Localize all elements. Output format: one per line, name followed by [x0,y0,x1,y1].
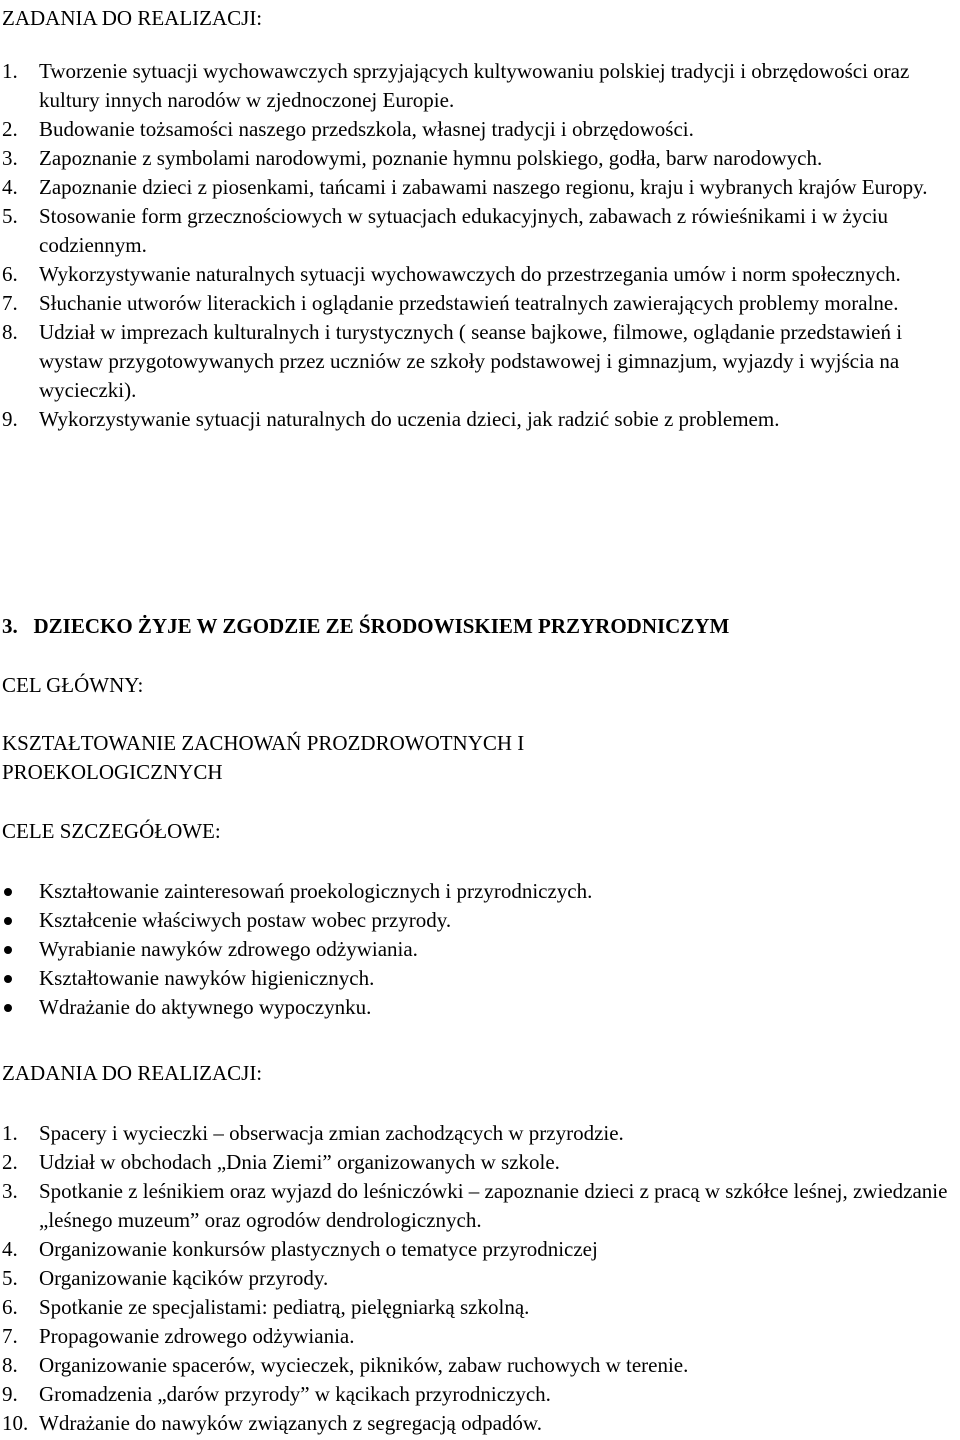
tasks-heading-top: ZADANIA DO REALIZACJI: [2,6,263,30]
list-item-number: 3. [2,1179,18,1203]
bullet-item: Wyrabianie nawyków zdrowego odżywiania. [2,935,952,964]
list-item-number: 7. [2,1324,18,1348]
list-item-number: 4. [2,175,18,199]
list-item [2,289,957,318]
tasks-heading-section-3: ZADANIA DO REALIZACJI: [2,1061,263,1085]
list-item-text: Słuchanie utworów literackich i oglądanie przedstawień teatralnych zawierających problemy moralne. [39,291,899,315]
list-item [2,1380,957,1409]
detailed-goals-list [2,877,952,1022]
list-item-number: 6. [2,262,18,286]
list-item-number: 4. [2,1237,18,1261]
list-item [2,1409,957,1438]
list-item [2,1148,957,1177]
list-item [2,1322,957,1351]
section-3-title [2,612,729,641]
list-item-number: 9. [2,407,18,431]
bullet-item: Wdrażanie do aktywnego wypoczynku. [2,993,952,1022]
list-item [2,57,957,115]
list-item-number: 9. [2,1382,18,1406]
list-item-text: Spacery i wycieczki – obserwacja zmian zachodzących w przyrodzie. [39,1121,624,1145]
list-item-text: Zapoznanie dzieci z piosenkami, tańcami i zabawami naszego regionu, kraju i wybranych krajów Europy. [39,175,928,199]
list-item-number: 5. [2,1266,18,1290]
list-item-number: 8. [2,1353,18,1377]
list-item-text: Udział w imprezach kulturalnych i turystycznych ( seanse bajkowe, filmowe, oglądanie przedstawień i wystaw przygotowywanych przez uczniów ze szkoły podstawowej i gimnazjum, wyjazdy i wyjścia na wycieczki). [39,320,903,402]
bullet-item: Kształcenie właściwych postaw wobec przyrody. [2,906,952,935]
list-item-text: Budowanie tożsamości naszego przedszkola, własnej tradycji i obrzędowości. [39,117,694,141]
list-item-text: Wykorzystywanie naturalnych sytuacji wychowawczych do przestrzegania umów i norm społecznych. [39,262,901,286]
list-item [2,1177,957,1235]
list-item-number: 3. [2,146,18,170]
list-item [2,202,957,260]
list-item-number: 8. [2,320,18,344]
list-item-text: Organizowanie spacerów, wycieczek, pikników, zabaw ruchowych w terenie. [39,1353,689,1377]
list-item-number: 6. [2,1295,18,1319]
list-item-number: 2. [2,117,18,141]
bullet-item: Kształtowanie nawyków higienicznych. [2,964,952,993]
list-item [2,260,957,289]
main-goal-line-1: KSZTAŁTOWANIE ZACHOWAŃ PROZDROWOTNYCH I [2,731,525,755]
list-item-text: Wykorzystywanie sytuacji naturalnych do uczenia dzieci, jak radzić sobie z problemem. [39,407,780,431]
section-3-number: 3. [2,614,18,638]
list-item [2,115,957,144]
list-item-number: 10. [2,1411,29,1435]
main-goal-label: CEL GŁÓWNY: [2,673,144,697]
main-goal-line-2: PROEKOLOGICZNYCH [2,760,223,784]
list-item-number: 5. [2,204,18,228]
list-item [2,144,957,173]
list-item [2,405,957,434]
list-item [2,1264,957,1293]
detailed-goals-label: CELE SZCZEGÓŁOWE: [2,819,221,843]
list-item [2,173,957,202]
list-item [2,1119,957,1148]
list-item-text: Wdrażanie do nawyków związanych z segregacją odpadów. [39,1411,542,1435]
list-item-text: Zapoznanie z symbolami narodowymi, poznanie hymnu polskiego, godła, barw narodowych. [39,146,823,170]
list-item-text: Organizowanie konkursów plastycznych o tematyce przyrodniczej [39,1237,598,1261]
section-3-title-text: DZIECKO ŻYJE W ZGODZIE ZE ŚRODOWISKIEM PRZYRODNICZYM [33,614,730,638]
list-item-text: Udział w obchodach „Dnia Ziemi” organizowanych w szkole. [39,1150,560,1174]
list-item-text: Propagowanie zdrowego odżywiania. [39,1324,355,1348]
list-item-text: Spotkanie z leśnikiem oraz wyjazd do leśniczówki – zapoznanie dzieci z pracą w szkółce leśnej, zwiedzanie „leśnego muzeum” oraz ogrodów dendrologicznych. [39,1179,948,1232]
bullet-item: Kształtowanie zainteresowań proekologicznych i przyrodniczych. [2,877,952,906]
tasks-list-top [2,57,957,434]
tasks-list-section-3 [2,1119,957,1438]
list-item-text: Tworzenie sytuacji wychowawczych sprzyjających kultywowaniu polskiej tradycji i obrzędowości oraz kultury innych narodów w zjednoczonej Europie. [39,59,910,112]
list-item [2,1235,957,1264]
list-item [2,1351,957,1380]
list-item [2,318,957,405]
list-item-text: Organizowanie kącików przyrody. [39,1266,329,1290]
list-item-text: Gromadzenia „darów przyrody” w kącikach przyrodniczych. [39,1382,551,1406]
list-item-text: Stosowanie form grzecznościowych w sytuacjach edukacyjnych, zabawach z rówieśnikami i w życiu codziennym. [39,204,889,257]
list-item-number: 7. [2,291,18,315]
list-item [2,1293,957,1322]
list-item-number: 1. [2,59,18,83]
list-item-number: 2. [2,1150,18,1174]
list-item-text: Spotkanie ze specjalistami: pediatrą, pielęgniarką szkolną. [39,1295,530,1319]
list-item-number: 1. [2,1121,18,1145]
